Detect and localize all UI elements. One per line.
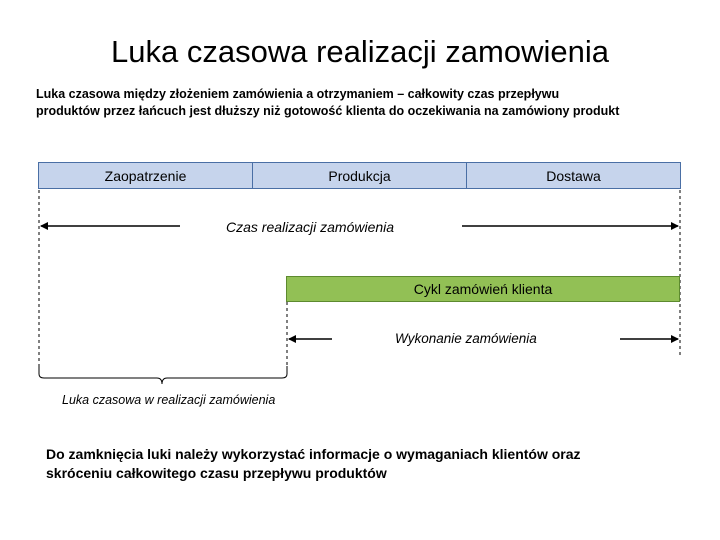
order-execution-label: Wykonanie zamówienia: [395, 331, 537, 346]
gap-brace: [39, 366, 287, 384]
closing-text: [46, 445, 696, 483]
intro-line-1: Luka czasowa między złożeniem zamówienia a otrzymaniem – całkowity czas przepływu: [36, 87, 560, 101]
page-title: Luka czasowa realizacji zamowienia: [111, 34, 609, 69]
closing-line-1: Do zamknięcia luki należy wykorzystać informacje o wymaganiach klientów oraz: [46, 446, 581, 462]
closing-line-2: skróceniu całkowitego czasu przepływu produktów: [46, 465, 387, 481]
gap-label: Luka czasowa w realizacji zamówienia: [62, 393, 276, 407]
stage-production: Produkcja: [253, 163, 467, 188]
intro-line-2: produktów przez łańcuch jest dłuższy niż gotowość klienta do oczekiwania na zamówiony produkt: [36, 104, 620, 118]
lead-time-label: Czas realizacji zamówienia: [226, 219, 395, 235]
stage-procurement: Zaopatrzenie: [39, 163, 253, 188]
customer-order-cycle-label: Cykl zamówień klienta: [413, 281, 553, 297]
stage-delivery: Dostawa: [467, 163, 680, 188]
customer-order-cycle-bar: [286, 276, 680, 302]
